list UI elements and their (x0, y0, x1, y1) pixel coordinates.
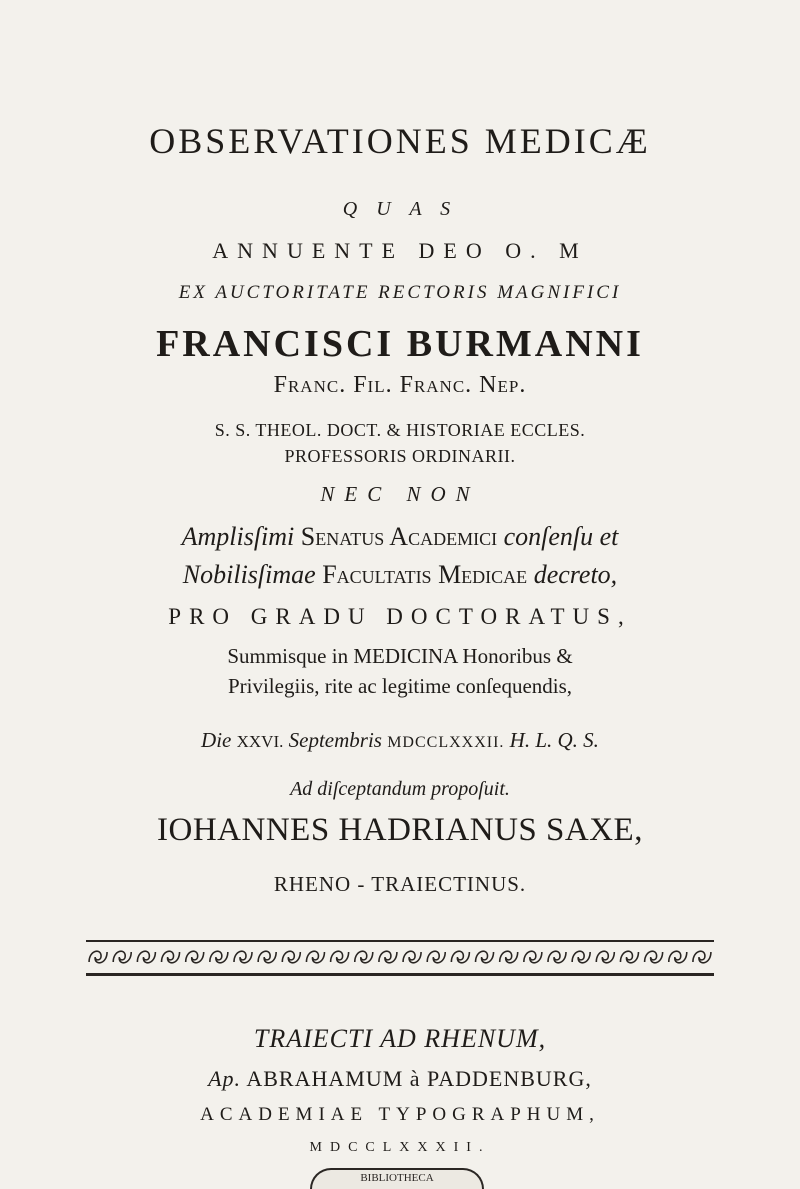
author-origin: RHENO - TRAIECTINUS. (273, 872, 527, 896)
ornament-scroll (476, 951, 494, 963)
ornament-scroll (234, 951, 252, 963)
ornament-scroll (210, 951, 228, 963)
summisque-line: Summisque in MEDICINA Honoribus & (227, 644, 573, 668)
ornament-scroll (162, 951, 180, 963)
day-number: XXVI. (236, 732, 284, 751)
et-word: et (599, 522, 619, 551)
rector-title-1: S. S. THEOL. DOCT. & HISTORIAE ECCLES. (214, 420, 586, 440)
library-stamp (310, 1168, 484, 1189)
nobilissimae-line (0, 560, 800, 590)
annuente-line: ANNUENTE DEO O. M (212, 238, 588, 263)
ornament-scroll (355, 951, 373, 963)
author-name: IOHANNES HADRIANUS SAXE, (157, 812, 643, 848)
ornament-scroll (620, 951, 638, 963)
ornament-scroll (306, 951, 324, 963)
ex-auctoritate-line: EX AUCTORITATE RECTORIS MAGNIFICI (178, 282, 622, 303)
ornament-scroll (572, 951, 590, 963)
facultatis-medicae: Facultatis Medicae (322, 560, 528, 589)
privilegiis-line: Privilegiis, rite ac legitime conſequendis, (227, 674, 573, 698)
date-line (0, 728, 800, 753)
ornament-rule-top (86, 940, 714, 942)
ad-disceptandum-line: Ad diſceptandum propoſuit. (290, 778, 510, 800)
imprint-year: MDCCLXXXII. (309, 1140, 491, 1155)
ornament-scroll (451, 951, 469, 963)
die-word: Die (201, 728, 232, 752)
hlqs: H. L. Q. S. (509, 728, 599, 752)
ornament-scroll (596, 951, 614, 963)
stamp-text: BIBLIOTHECA (360, 1172, 434, 1184)
nobilissimae-italic: Nobilisſimae (182, 560, 316, 589)
decreto: decreto, (533, 560, 618, 589)
main-title: OBSERVATIONES MEDICÆ (149, 121, 651, 161)
ornament-band (86, 944, 714, 970)
ornament-scroll (137, 951, 155, 963)
defense-year: MDCCLXXXII. (387, 734, 505, 751)
rector-lineage: Franc. Fil. Franc. Nep. (273, 372, 527, 398)
ornament-scroll (282, 951, 300, 963)
ornament-scroll (548, 951, 566, 963)
quas-line: Q U A S (342, 198, 458, 220)
ornament-scroll (524, 951, 542, 963)
ornament-scroll (379, 951, 397, 963)
ornament-scroll (500, 951, 518, 963)
amplissimi-line (0, 522, 800, 552)
imprint-city: TRAIECTI AD RHENUM, (253, 1024, 547, 1053)
ornament-scroll (427, 951, 445, 963)
ornament-scroll (645, 951, 663, 963)
month-name: Septembris (288, 728, 382, 752)
printer-name: ABRAHAMUM à PADDENBURG, (246, 1066, 592, 1091)
ornament-scroll (258, 951, 276, 963)
nec-non-line: NEC NON (320, 482, 480, 506)
senatus-academici: Senatus Academici (300, 522, 498, 551)
rector-title-2: PROFESSORIS ORDINARII. (284, 446, 516, 466)
rector-name: FRANCISCI BURMANNI (156, 323, 644, 365)
ornament-scroll (113, 951, 131, 963)
pro-gradu-line: PRO GRADU DOCTORATUS, (168, 604, 632, 629)
ornament-scroll (89, 951, 107, 963)
printer-prefix: Ap. (208, 1066, 242, 1091)
ornament-scroll (186, 951, 204, 963)
ornament-scroll (693, 951, 711, 963)
consensu: conſenſu (503, 522, 594, 551)
amplissimi-italic: Amplisſimi (181, 522, 295, 551)
ornament-scroll (669, 951, 687, 963)
ornament-scroll (403, 951, 421, 963)
ornament-rule-bottom (86, 973, 714, 976)
ornament-scroll (331, 951, 349, 963)
printer-line (0, 1066, 800, 1092)
academy-line: ACADEMIAE TYPOGRAPHUM, (200, 1104, 600, 1125)
